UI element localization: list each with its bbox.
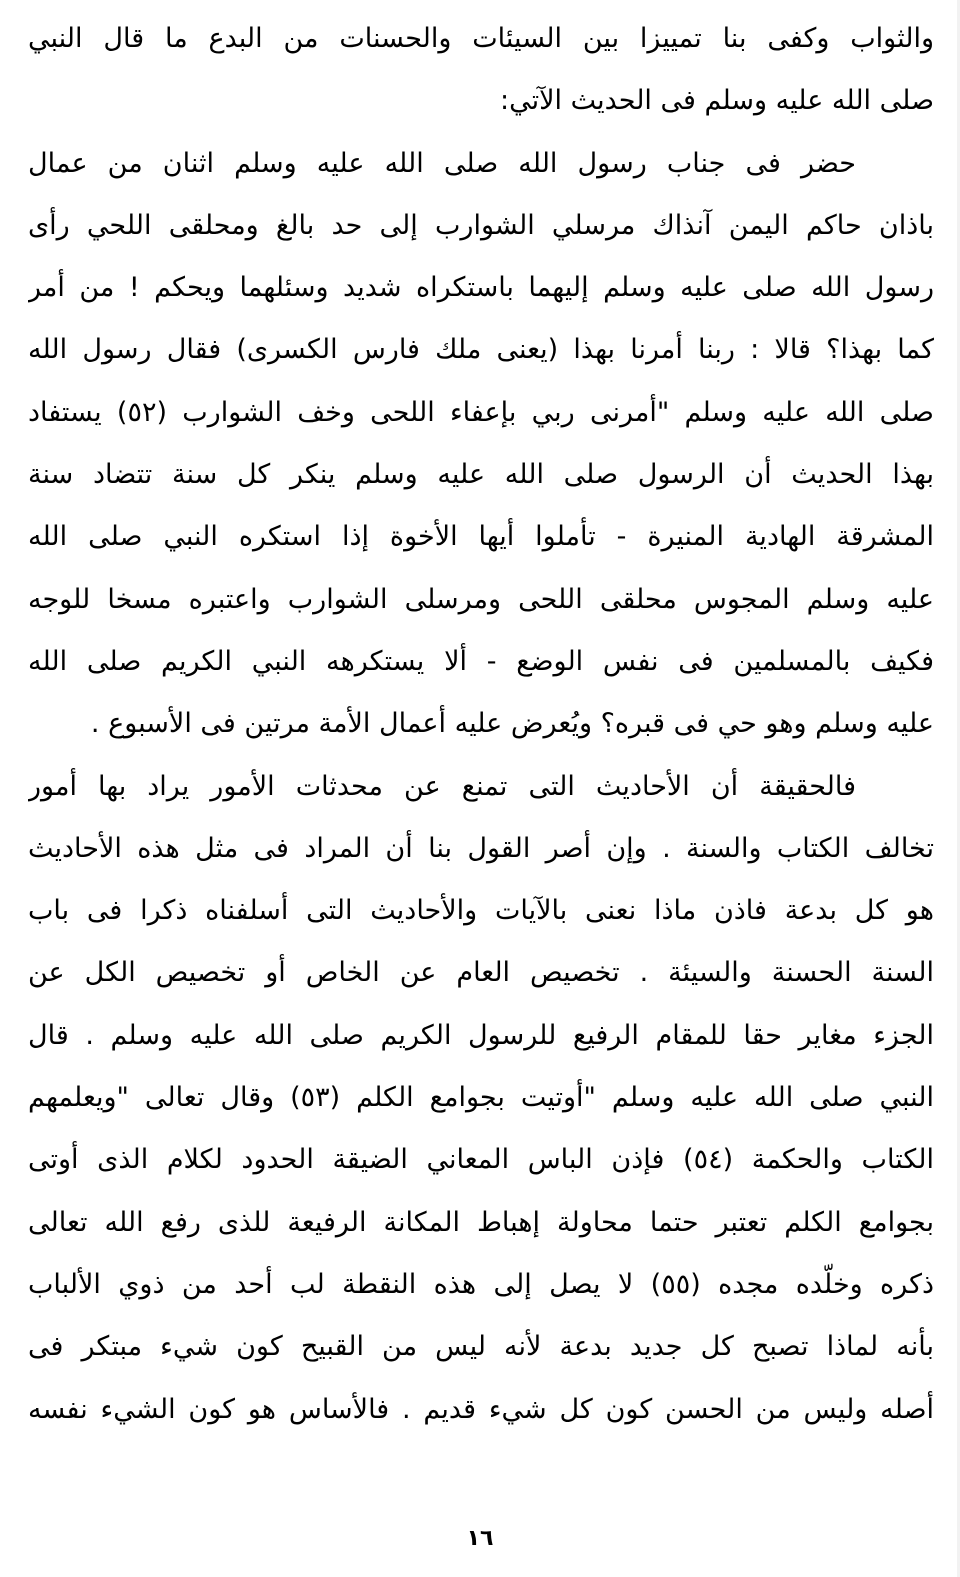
text-line: كما بهذا؟ قالا : ربنا أمرنا بهذا (يعنى ملك فارس الكسرى) فقال رسول الله <box>28 334 934 366</box>
text-line: عليه وسلم وهو حي فى قبره؟ ويُعرض عليه أعمال الأمة مرتين فى الأسبوع . <box>90 708 934 740</box>
text-line: فالحقيقة أن الأحاديث التى تمنع عن محدثات الأمور يراد بها أمور <box>28 770 856 802</box>
text-line: عليه وسلم المجوس محلقى اللحى ومرسلى الشوارب واعتبره مسخا للوجه <box>28 583 934 615</box>
body-text <box>28 8 934 1441</box>
text-line: الجزء مغاير حقا للمقام الرفيع للرسول الكريم صلى الله عليه وسلم . قال <box>28 1019 934 1051</box>
text-line: المشرقة الهادية المنيرة - تأملوا أيها الأخوة إذا استكره النبي صلى الله <box>28 521 934 553</box>
text-line: بأنه لماذا تصبح كل جديد بدعة لأنه ليس من القبيح كون شيء مبتكر فى <box>28 1331 934 1363</box>
text-line: والثواب وكفى بنا تمييزا بين السيئات والحسنات من البدع ما قال النبي <box>28 23 934 54</box>
text-line: الكتاب والحكمة (٥٤) فإذن الباس المعاني الضيقة الحدود لكلام الذى أوتى <box>28 1144 934 1176</box>
text-line: فكيف بالمسلمين فى نفس الوضع - ألا يستكرهه النبي الكريم صلى الله <box>28 645 934 677</box>
text-line: باذان حاكم اليمن آنذاك مرسلي الشوارب إلى حد بالغ ومحلقى اللحي رأى <box>28 209 934 241</box>
text-line: حضر فى جناب رسول الله صلى الله عليه وسلم اثنان من عمال <box>28 147 856 179</box>
text-line: صلى الله عليه وسلم فى الحديث الآتي: <box>499 85 934 117</box>
text-line: صلى الله عليه وسلم "أمرنى ربي بإعفاء اللحى وخف الشوارب (٥٢) يستفاد <box>28 396 934 428</box>
text-line: ذكره وخلّده مجده (٥٥) لا يصل إلى هذه النقطة لب أحد من ذوي الألباب <box>28 1268 934 1300</box>
text-line: بهذا الحديث أن الرسول صلى الله عليه وسلم ينكر كل سنة تتضاد سنة <box>28 459 934 491</box>
page-number: ١٦ <box>466 1526 494 1551</box>
text-line: هو كل بدعة فاذن ماذا نعنى بالآيات والأحاديث التى أسلفناه ذكرا فى باب <box>28 895 934 927</box>
text-line: السنة الحسنة والسيئة . تخصيص العام عن الخاص أو تخصيص الكل عن <box>28 957 934 989</box>
text-line: تخالف الكتاب والسنة . وإن أصر القول بنا أن المراد فى مثل هذه الأحاديث <box>28 832 934 864</box>
text-line: بجوامع الكلم تعتبر حتما محاولة إهباط المكانة الرفيعة للذى رفع الله تعالى <box>28 1206 934 1238</box>
text-line: النبي صلى الله عليه وسلم "أوتيت بجوامع الكلم (٥٣) وقال تعالى "ويعلمهم <box>28 1082 934 1114</box>
text-line: رسول الله صلى عليه وسلم إليهما باستكراه شديد وسئلهما ويحكم ! من أمر <box>28 272 934 304</box>
text-line: أصله وليس من الحسن كون كل شيء قديم . فالأساس هو كون الشيء نفسه <box>28 1393 934 1425</box>
